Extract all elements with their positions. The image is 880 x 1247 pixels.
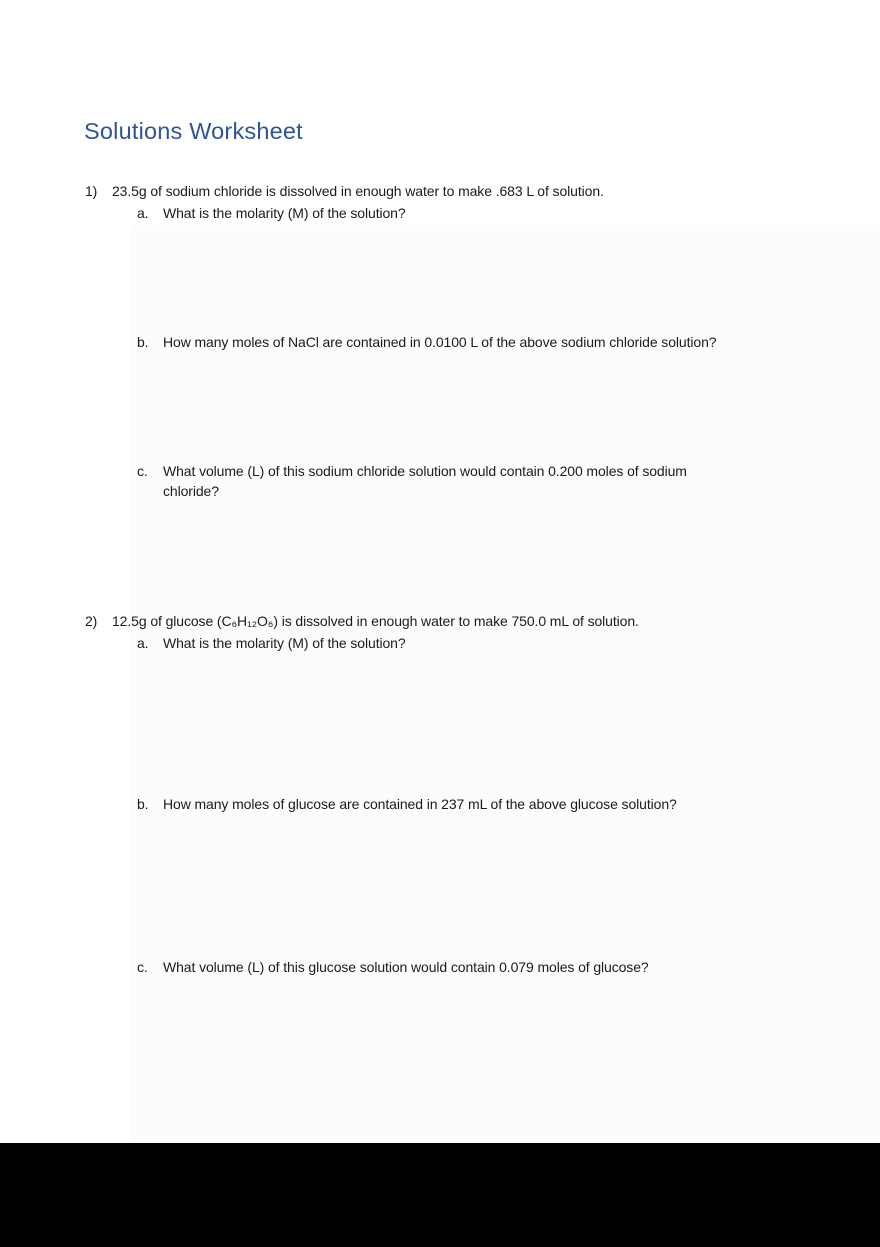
question-2-number: 2) — [85, 613, 98, 629]
question-1-part-b — [137, 332, 803, 352]
question-2c-letter: c. — [137, 959, 148, 975]
question-1-part-c — [137, 461, 733, 501]
question-1c-letter: c. — [137, 463, 148, 479]
question-1a-letter: a. — [137, 205, 149, 221]
question-2-part-b — [137, 794, 803, 814]
question-2a-text: What is the molarity (M) of the solution? — [163, 635, 406, 651]
question-1 — [85, 181, 772, 201]
question-2c-text: What volume (L) of this glucose solution would contain 0.079 moles of glucose? — [163, 959, 649, 975]
question-1-part-a — [137, 203, 803, 223]
page-title: Solutions Worksheet — [84, 118, 303, 144]
question-2a-letter: a. — [137, 635, 149, 651]
question-1a-text: What is the molarity (M) of the solution? — [163, 205, 406, 221]
question-2b-text: How many moles of glucose are contained in 237 mL of the above glucose solution? — [163, 796, 677, 812]
bottom-black-bar — [0, 1143, 880, 1247]
question-2b-letter: b. — [137, 796, 149, 812]
question-2-part-a — [137, 633, 803, 653]
question-1-text: 23.5g of sodium chloride is dissolved in enough water to make .683 L of solution. — [112, 183, 604, 199]
question-2-part-c — [137, 957, 803, 977]
question-2-text: 12.5g of glucose (C₆H₁₂O₆) is dissolved in enough water to make 750.0 mL of solution. — [112, 613, 639, 629]
question-1b-text: How many moles of NaCl are contained in 0.0100 L of the above sodium chloride solution? — [163, 334, 717, 350]
question-1c-text: What volume (L) of this sodium chloride solution would contain 0.200 moles of sodium chloride? — [163, 463, 687, 499]
question-1b-letter: b. — [137, 334, 149, 350]
question-2 — [85, 611, 772, 631]
scan-background-region — [130, 225, 880, 1143]
question-1-number: 1) — [85, 183, 98, 199]
